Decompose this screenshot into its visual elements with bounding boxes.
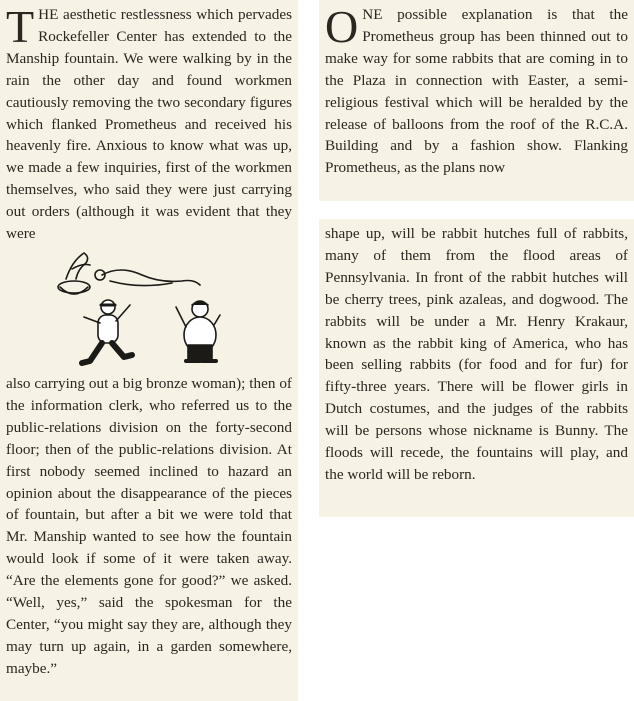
paragraph-1 <box>6 1 292 245</box>
paragraph-3 <box>325 1 628 179</box>
paragraph-2: also carrying out a big bronze woman); then of the information clerk, who referred us to the public-relations division on the forty-second floor; then of the public-relations division. At first nobody seemed inclined to hazard an opinion about the disappearance of the pieces of fountain, but after a bit we were told that Mr. Manship wanted to see how the fountain would look if some of it were taken away. “Are the elements gone for good?” we asked. “Well, yes,” said the spokesman for the Center, “you might say they are, although they may turn up again, in a garden somewhere, maybe.” <box>6 374 292 677</box>
drop-cap-o: O <box>325 1 359 52</box>
drop-cap-t: T <box>6 1 35 52</box>
cartoon-illustration <box>6 249 292 369</box>
workmen-statue-icon <box>50 249 250 367</box>
paragraph-1-text: HE aesthetic restlessness which pervades Rockefeller Center has extended to the Manship fountain. We were walking by in the rain the other day and found workmen cautiously removing the two secondary figures which flanked Prometheus and received his heavenly fire. Anxious to know what was up, we made a few inquiries, first of the workmen themselves, who said they were just carrying out orders (although it was evident that they were <box>6 6 292 243</box>
right-bottom-column <box>319 219 634 517</box>
paragraph-4: shape up, will be rabbit hutches full of rabbits, many of them from the flood areas of Pennsylvania. In front of the rabbit hutches will be cherry trees, pink azaleas, and dogwood. The rabbits will be under a Mr. Henry Krakaur, known as the rabbit king of America, who has been selling rabbits (for food and for fur) for fifty-three years. There will be flower girls in Dutch costumes, and the judges of the rabbits will be persons whose nickname is Bunny. The floods will recede, the fountains will play, and the world will be reborn. <box>325 225 628 483</box>
left-column <box>0 0 298 701</box>
paragraph-3-text: NE possible explanation is that the Prometheus group has been thinned out to make way for some rabbits that are coming in to the Plaza in connection with Easter, a semi-religious festival which will be heralded by the release of balloons from the roof of the R.C.A. Building and by a fashion show. Flanking Prometheus, as the plans now <box>325 6 628 177</box>
right-top-column <box>319 0 634 201</box>
